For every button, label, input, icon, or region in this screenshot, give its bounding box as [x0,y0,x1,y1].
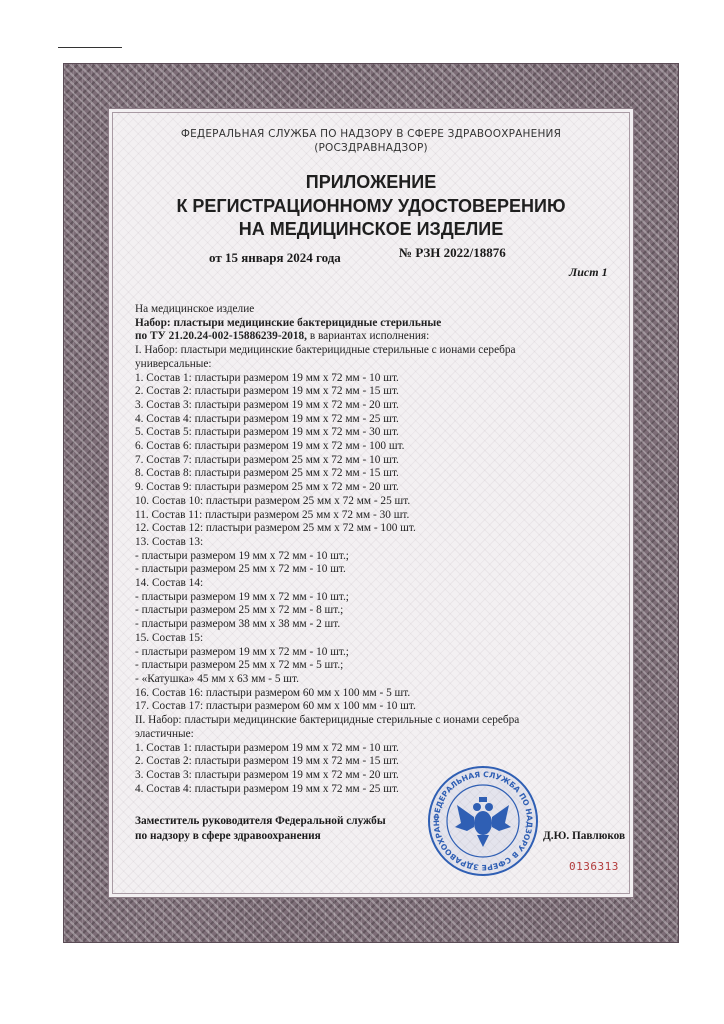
body-line-text: 13. Состав 13: [135,535,204,548]
body-line-text: 3. Состав 3: пластыри размером 19 мм х 72 мм - 20 шт. [135,768,399,781]
title-line-2: К РЕГИСТРАЦИОННОМУ УДОСТОВЕРЕНИЮ [176,196,566,216]
body-line-text: 5. Состав 5: пластыри размером 19 мм х 72 мм - 30 шт. [135,426,399,439]
body-line-text: 4. Состав 4: пластыри размером 19 мм х 72 мм - 25 шт. [135,782,399,795]
body-line [135,413,575,427]
body-line [135,467,575,481]
registration-number: № РЗН 2022/18876 [399,245,506,260]
body-line [135,659,575,673]
body-line [135,687,575,701]
body-line-text: эластичные: [135,727,194,740]
body-line [135,673,575,687]
body-line [135,591,575,605]
body-line-text: 12. Состав 12: пластыри размером 25 мм х 72 мм - 100 шт. [135,522,416,535]
body-line-text: 8. Состав 8: пластыри размером 25 мм х 72 мм - 15 шт. [135,467,399,480]
body-line-text: - пластыри размером 19 мм х 72 мм - 10 шт.; [135,645,349,658]
body-line [135,344,575,358]
body-line-text: - пластыри размером 19 мм х 72 мм - 10 шт.; [135,590,349,603]
body-line [135,536,575,550]
body-line-text: - пластыри размером 25 мм х 72 мм - 5 шт.; [135,659,344,672]
seal-text: ФЕДЕРАЛЬНАЯ СЛУЖБА ПО НАДЗОРУ В СФЕРЕ ЗДРАВООХРАН [431,769,535,873]
body-line-text: 15. Состав 15: [135,631,204,644]
serial-number: 0136313 [569,860,619,873]
body-line [135,372,575,386]
body-line [135,358,575,372]
body-line-text: 4. Состав 4: пластыри размером 19 мм х 72 мм - 25 шт. [135,412,399,425]
body-line [135,522,575,536]
body-line-text: 7. Состав 7: пластыри размером 25 мм х 72 мм - 10 шт. [135,453,399,466]
certificate-paper [108,108,634,898]
body-line [135,550,575,564]
body-line [135,604,575,618]
body-line [135,399,575,413]
body-line-text: На медицинское изделие [135,303,255,315]
certificate-frame [63,63,679,943]
agency-line-2: (РОСЗДРАВНАДЗОР) [314,142,428,154]
body-line [135,646,575,660]
body-line-text: 17. Состав 17: пластыри размером 60 мм х 100 мм - 10 шт. [135,700,416,713]
signatory-name: Д.Ю. Павлюков [543,830,626,842]
body-line-text: - пластыри размером 38 мм х 38 мм - 2 шт. [135,618,341,631]
body-line-text: 14. Состав 14: [135,577,204,590]
body-line-text: - «Катушка» 45 мм х 63 мм - 5 шт. [135,672,299,685]
body-line [135,330,575,344]
body-line [135,317,575,331]
official-seal [427,765,539,877]
body-line-text: 1. Состав 1: пластыри размером 19 мм х 72 мм - 10 шт. [135,371,399,384]
body-line-text: 10. Состав 10: пластыри размером 25 мм х 72 мм - 25 шт. [135,494,411,507]
body-line-text: I. Набор: пластыри медицинские бактерицидные стерильные с ионами серебра [135,344,516,357]
body-line [135,632,575,646]
body-line [135,728,575,742]
body-line [135,440,575,454]
body-line-text: 1. Состав 1: пластыри размером 19 мм х 72 мм - 10 шт. [135,741,399,754]
title-line-3: НА МЕДИЦИНСКОЕ ИЗДЕЛИЕ [238,219,504,239]
body-line [135,742,575,756]
issue-date: от 15 января 2024 года [209,250,341,265]
body-line-text: - пластыри размером 25 мм х 72 мм - 8 шт.; [135,604,344,617]
body-line-text: II. Набор: пластыри медицинские бактерицидные стерильные с ионами серебра [135,714,520,727]
body-line [135,454,575,468]
signatory-title-line-1: Заместитель руководителя Федеральной службы [135,815,386,827]
body-line-text: Набор: пластыри медицинские бактерицидные стерильные [135,316,442,329]
title-line-1: ПРИЛОЖЕНИЕ [305,172,437,192]
body-line-text: 6. Состав 6: пластыри размером 19 мм х 72 мм - 100 шт. [135,440,405,453]
body-line-text: 11. Состав 11: пластыри размером 25 мм х 72 мм - 30 шт. [135,508,410,521]
body-line [135,618,575,632]
body-line-text: 2. Состав 2: пластыри размером 19 мм х 72 мм - 15 шт. [135,385,399,398]
body-line-text: 3. Состав 3: пластыри размером 19 мм х 72 мм - 20 шт. [135,398,399,411]
body-line-text: 9. Состав 9: пластыри размером 25 мм х 72 мм - 20 шт. [135,481,399,494]
body-line [135,577,575,591]
body-line [135,481,575,495]
body-line [135,714,575,728]
body-line-text: - пластыри размером 19 мм х 72 мм - 10 шт.; [135,549,349,562]
body-line [135,426,575,440]
body-line-text: универсальные: [135,357,212,370]
device-description [135,303,575,796]
signatory-title-line-2: по надзору в сфере здравоохранения [135,830,321,842]
agency-line-1: ФЕДЕРАЛЬНАЯ СЛУЖБА ПО НАДЗОРУ В СФЕРЕ ЗДРАВООХРАНЕНИЯ [180,128,562,140]
body-line [135,563,575,577]
body-line-text: - пластыри размером 25 мм х 72 мм - 10 шт. [135,563,346,576]
body-line [135,303,575,317]
body-line [135,509,575,523]
body-line [135,700,575,714]
body-line [135,385,575,399]
body-line-text: по ТУ 21.20.24-002-15886239-2018, [135,330,308,343]
body-line-text: 16. Состав 16: пластыри размером 60 мм х 100 мм - 5 шт. [135,686,411,699]
body-line-tail: в вариантах исполнения: [307,330,430,343]
body-line-text: 2. Состав 2: пластыри размером 19 мм х 72 мм - 15 шт. [135,755,399,768]
body-line [135,495,575,509]
top-rule [58,47,122,48]
sheet-number: Лист 1 [569,265,608,279]
